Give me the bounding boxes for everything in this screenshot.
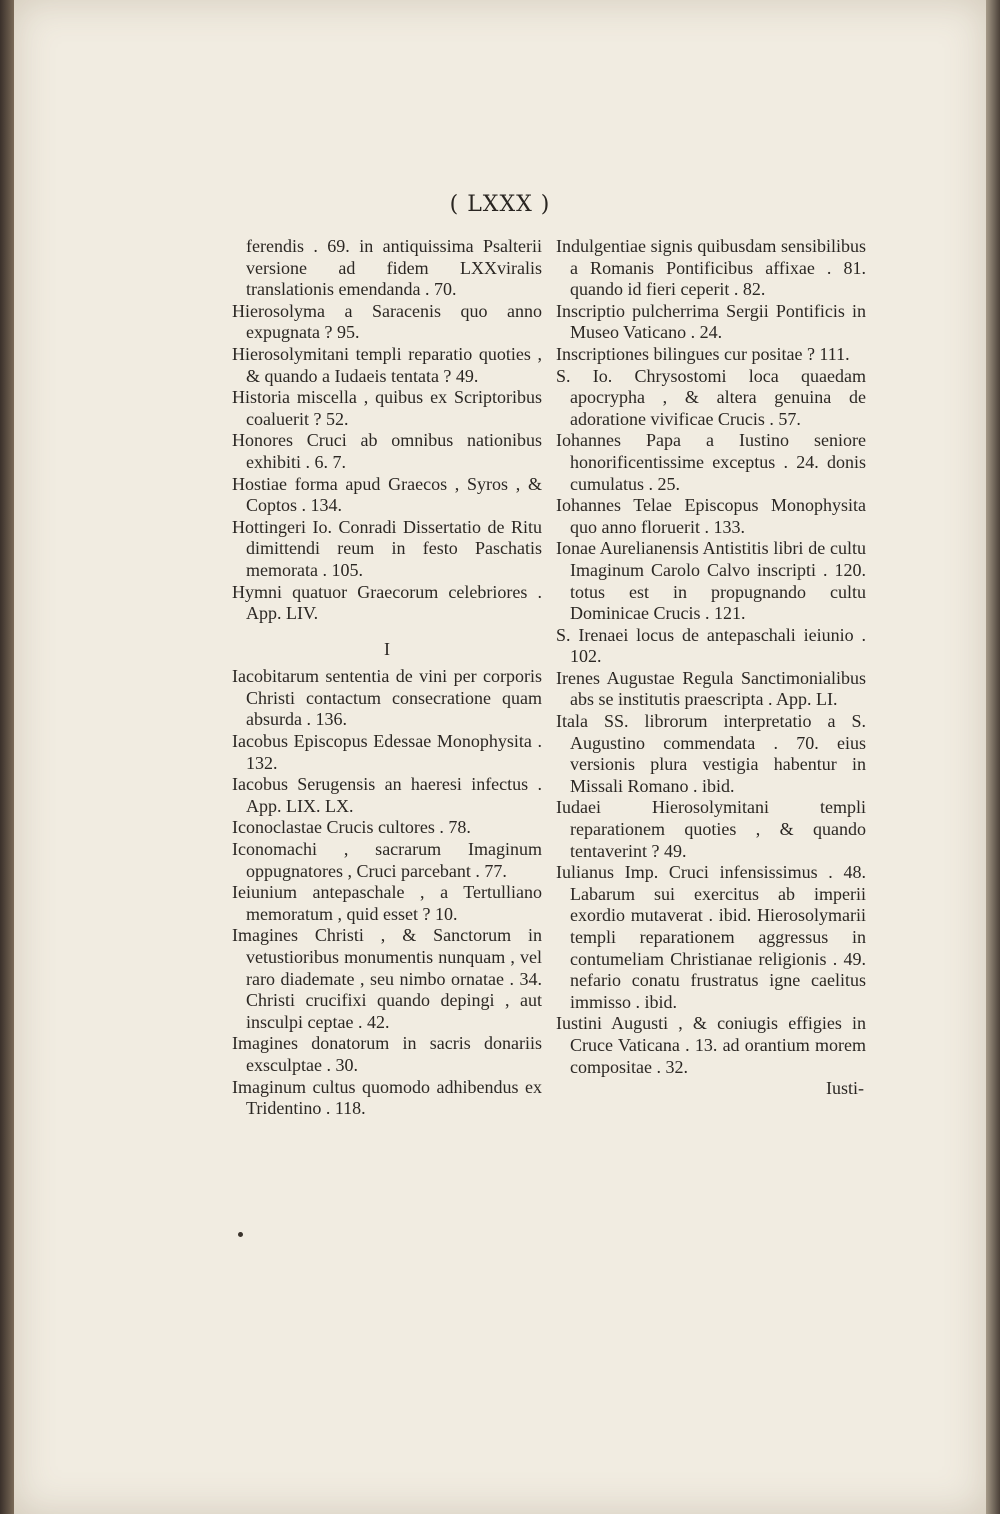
index-entry: Iconomachi , sacrarum Imaginum oppugnatores , Cruci parcebant . 77. <box>232 839 542 881</box>
index-entry: Iacobus Serugensis an haeresi infectus . App. LIX. LX. <box>232 774 542 816</box>
index-entry: Ieiunium antepaschale , a Tertulliano memoratum , quid esset ? 10. <box>232 882 542 924</box>
index-entry: Inscriptio pulcherrima Sergii Pontificis in Museo Vaticano . 24. <box>556 300 866 343</box>
index-entry: Iohannes Papa a Iustino seniore honorificentissime exceptus . 24. donis cumulatus . 25. <box>556 430 866 494</box>
index-entry: Hierosolyma a Saracenis quo anno expugnata ? 95. <box>232 300 542 343</box>
index-entry: Imaginum cultus quomodo adhibendus ex Tridentino . 118. <box>232 1076 542 1119</box>
index-entry: Hostiae forma apud Graecos , Syros , & Coptos . 134. <box>232 473 542 516</box>
index-entry: Inscriptiones bilingues cur positae ? 111. <box>556 343 850 364</box>
index-entry: Itala SS. librorum interpretatio a S. Augustino commendata . 70. eius versionis plura vestigia habentur in Missali Romano . ibid. <box>556 711 866 796</box>
index-entry: Iudaei Hierosolymitani templi reparationem quoties , & quando tentaverint ? 49. <box>556 797 866 861</box>
index-entry: Indulgentiae signis quibusdam sensibilibus a Romanis Pontificibus affixae . 81. quando id fieri ceperit . 82. <box>556 236 866 300</box>
index-entry: ferendis . 69. in antiquissima Psalterii versione ad fidem LXXviralis translationis emendanda . 70. <box>246 236 542 300</box>
section-letter: I <box>384 638 390 659</box>
index-entry: Ionae Aurelianensis Antistitis libri de cultu Imaginum Carolo Calvo inscripti . 120. totus est in propugnando cultu Dominicae Crucis . 121. <box>556 538 866 624</box>
index-entry: Iustini Augusti , & coniugis effigies in Cruce Vaticana . 13. ad orantium morem compositae . 32. <box>556 1013 866 1077</box>
catchword: Iusti- <box>826 1078 864 1099</box>
index-entry: Iacobus Episcopus Edessae Monophysita . 132. <box>232 731 542 773</box>
index-entry: S. Irenaei locus de antepaschali ieiunio . 102. <box>556 624 866 667</box>
index-entry: Iulianus Imp. Cruci infensissimus . 48. Labarum sui exercitus ab imperii exordio mutaverat . ibid. Hierosolymarii templi reparationem aggressus in contumeliam Christianae religionis . 49. nefario conatu frustratus igne caelitus immisso . ibid. <box>556 862 866 1012</box>
book-gutter <box>0 0 14 1514</box>
index-entry: Hottingeri Io. Conradi Dissertatio de Ritu dimittendi reum in festo Paschatis memorata . 105. <box>232 516 542 580</box>
index-entry: Honores Cruci ab omnibus nationibus exhibiti . 6. 7. <box>232 430 542 472</box>
index-entry: Iohannes Telae Episcopus Monophysita quo anno floruerit . 133. <box>556 495 866 537</box>
index-entry: Imagines Christi , & Sanctorum in vetustioribus monumentis nunquam , vel raro diademate , seu nimbo ornatae . 34. Christi crucifixi quando depingi , aut insculpi ceptae . 42. <box>232 925 542 1032</box>
index-entry: Iconoclastae Crucis cultores . 78. <box>232 817 471 838</box>
index-entry: Iacobitarum sententia de vini per corporis Christi contactum consecratione quam absurda . 136. <box>232 666 542 730</box>
index-entry: S. Io. Chrysostomi loca quaedam apocrypha , & altera genuina de adoratione vivificae Crucis . 57. <box>556 365 866 429</box>
page-number: ( LXXX ) <box>449 192 551 217</box>
right-column <box>556 236 866 1100</box>
index-entry: Imagines donatorum in sacris donariis exsculptae . 30. <box>232 1033 542 1075</box>
index-entry: Hymni quatuor Graecorum celebriores . App. LIV. <box>232 581 542 624</box>
index-entry: Hierosolymitani templi reparatio quoties , & quando a Iudaeis tentata ? 49. <box>232 343 542 386</box>
page-edge <box>986 0 1000 1514</box>
ink-mark <box>238 1232 243 1237</box>
index-entry: Historia miscella , quibus ex Scriptoribus coaluerit ? 52. <box>232 387 542 429</box>
index-entry: Irenes Augustae Regula Sanctimonialibus abs se institutis praescripta . App. LI. <box>556 667 866 710</box>
left-column <box>232 236 542 1120</box>
